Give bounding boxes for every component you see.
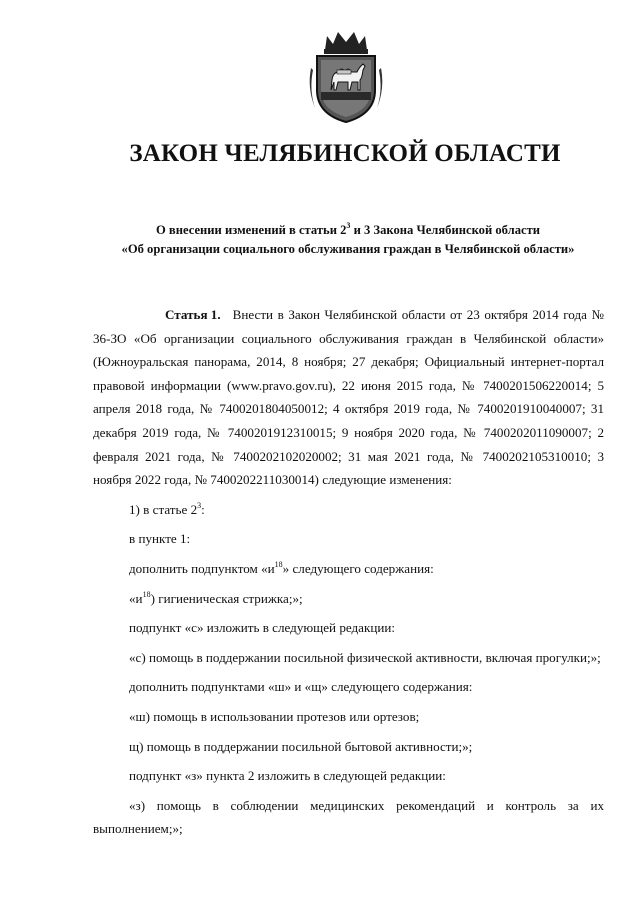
document-body bbox=[93, 303, 604, 841]
subpoint-s-text: «с) помощь в поддержании посильной физической активности, включая прогулки;»; bbox=[129, 649, 601, 665]
haircut-end: ) гигиеническая стрижка;»; bbox=[150, 590, 303, 606]
item-1-superscript: 3 bbox=[197, 500, 202, 510]
subpoint-z-edit-line: подпункт «з» пункта 2 изложить в следующей редакции: bbox=[129, 768, 446, 784]
haircut-line bbox=[93, 587, 604, 611]
article-label: Статья 1. bbox=[165, 307, 221, 322]
add-subpoint-end: » следующего содержания: bbox=[282, 560, 434, 576]
add-subpoint-start: дополнить подпунктом «и bbox=[129, 560, 275, 576]
subpoint-s-edit-line: подпункт «с» изложить в следующей редакции: bbox=[129, 620, 396, 636]
item-1 bbox=[93, 498, 604, 522]
law-title: ЗАКОН ЧЕЛЯБИНСКОЙ ОБЛАСТИ bbox=[129, 140, 561, 167]
article-1-paragraph bbox=[93, 303, 604, 492]
item-1-start: 1) в статье 2 bbox=[129, 501, 198, 517]
article-intro-text: Внести в Закон Челябинской области от 23 октября 2014 года № 36-ЗО «Об организации социального обслуживания граждан в Челябинской области» (Южноуральская панорама, 2014, 8 ноября; 27 декабря; Официальный интернет-портал правовой информации (www.pravo.gov.ru), 22 июня 2015 года, № 7400201506220014; 5 апреля 2018 года, № 7400201804050012; 4 октября 2019 года, № 7400201910040007; 31 декабря 2019 года, № 7400201912310015; 9 ноября 2020 года, № 7400202011090007; 2 февраля 2021 года, № 7400202102020002; 31 мая 2021 года, № 7400202105310010; 3 ноября 2022 года, № 7400202211030014) следующие изменения: bbox=[93, 307, 604, 488]
subpoint-z-text: «з) помощь в соблюдении медицинских рекомендаций и контроль за их выполнением;»; bbox=[93, 797, 604, 837]
subpoint-sh-text: «ш) помощь в использовании протезов или ортезов; bbox=[129, 708, 420, 724]
add-subpoint-line bbox=[93, 557, 604, 581]
subtitle-line-1 bbox=[0, 221, 640, 240]
subtitle-line-1-start: О внесении изменений в статьи 2 bbox=[155, 223, 347, 237]
add-subpoint-superscript: 18 bbox=[274, 559, 283, 569]
subtitle-line-1-end: и 3 Закона Челябинской области bbox=[350, 223, 541, 237]
haircut-superscript: 18 bbox=[142, 589, 151, 599]
subtitle-line-2: «Об организации социального обслуживания граждан в Челябинской области» bbox=[121, 242, 575, 256]
subpoint-shch-text: щ) помощь в поддержании посильной бытовой активности;»; bbox=[129, 738, 473, 754]
item-1-end: : bbox=[201, 501, 205, 517]
subtitle-superscript: 3 bbox=[346, 221, 351, 230]
add-subpoints-line: дополнить подпунктами «ш» и «щ» следующего содержания: bbox=[129, 679, 473, 695]
point-1-line: в пункте 1: bbox=[129, 531, 191, 547]
coat-of-arms-icon bbox=[305, 28, 387, 124]
law-subtitle bbox=[0, 221, 640, 259]
haircut-start: «и bbox=[129, 590, 143, 606]
